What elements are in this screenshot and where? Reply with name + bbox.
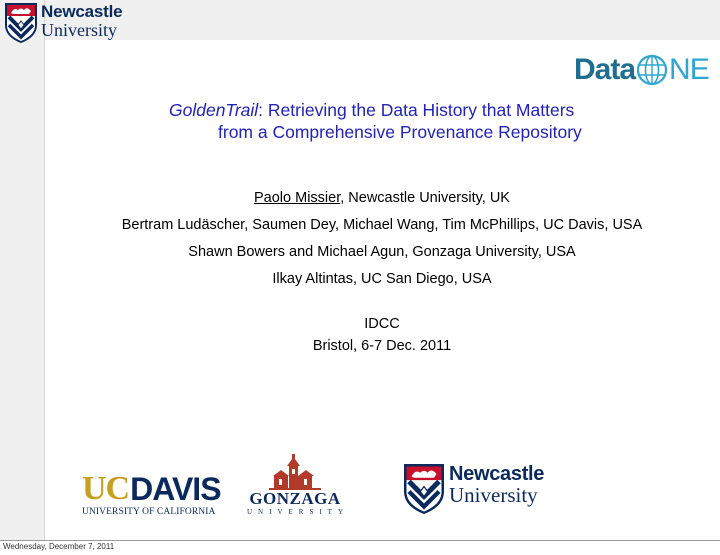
newcastle-logo-word1: Newcastle xyxy=(41,2,123,21)
gonzaga-subtitle: UNIVERSITY xyxy=(247,508,349,516)
conference-name: IDCC xyxy=(364,316,400,332)
footer-rule xyxy=(0,540,720,541)
dataone-data-text: Data xyxy=(574,53,636,86)
gonzaga-name: GONZAGA xyxy=(249,489,341,508)
newcastle-shield-icon xyxy=(404,464,444,514)
church-icon xyxy=(265,452,325,490)
title-line1: : Retrieving the Data History that Matters xyxy=(258,100,575,120)
dataone-logo xyxy=(574,52,709,88)
title-line2: from a Comprehensive Provenance Repository xyxy=(218,122,582,142)
left-strip xyxy=(0,0,45,540)
conference-place-date: Bristol, 6-7 Dec. 2011 xyxy=(312,338,452,354)
presenter-line xyxy=(44,185,720,212)
newcastle-logo-bottom xyxy=(404,464,544,514)
author-line: Ilkay Altintas, UC San Diego, USA xyxy=(272,271,492,287)
newcastle-bottom-word1: Newcastle xyxy=(449,463,545,485)
ucdavis-uc-text: UC xyxy=(82,470,130,507)
author-line: Shawn Bowers and Michael Agun, Gonzaga University, USA xyxy=(188,244,576,260)
newcastle-logo-top xyxy=(5,3,122,47)
ucdavis-subtitle: UNIVERSITY OF CALIFORNIA xyxy=(82,507,216,517)
title-project-name: GoldenTrail xyxy=(169,100,259,120)
dataone-ne-text: NE xyxy=(669,53,709,86)
ucdavis-davis-text: DAVIS xyxy=(130,471,221,507)
footer-date: Wednesday, December 7, 2011 xyxy=(3,542,115,551)
gonzaga-logo xyxy=(240,452,350,516)
ucdavis-logo xyxy=(82,470,221,517)
newcastle-bottom-word2: University xyxy=(449,483,538,507)
newcastle-shield-icon xyxy=(5,3,37,43)
slide-title xyxy=(150,99,670,143)
newcastle-logo-word2: University xyxy=(41,20,117,40)
globe-icon xyxy=(636,54,668,86)
conference-info xyxy=(44,313,720,357)
author-list xyxy=(44,185,720,293)
presenter-name: Paolo Missier xyxy=(254,190,341,206)
author-line: Bertram Ludäscher, Saumen Dey, Michael Wang, Tim McPhillips, UC Davis, USA xyxy=(121,217,643,233)
presenter-affiliation: , Newcastle University, UK xyxy=(340,190,510,206)
